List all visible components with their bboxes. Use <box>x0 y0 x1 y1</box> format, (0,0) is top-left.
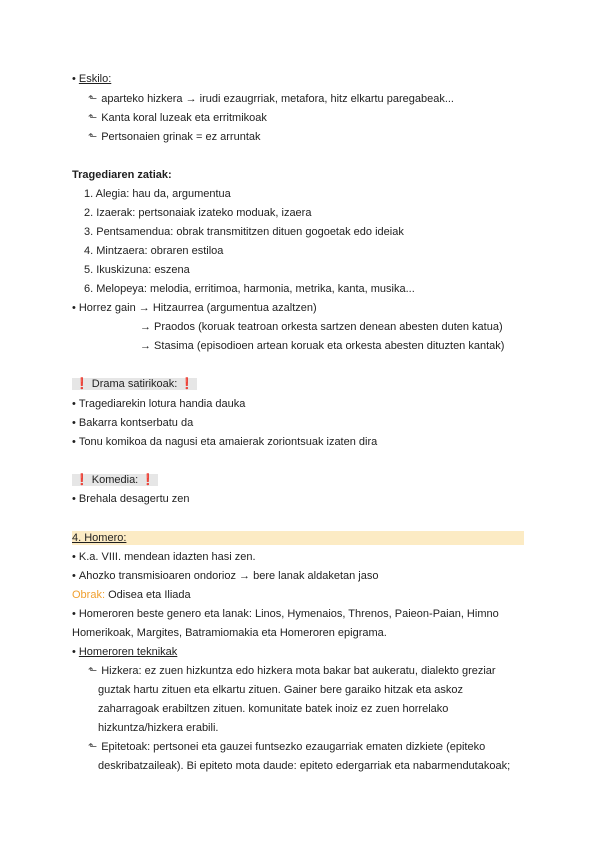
list-item-continuation: deskribatzaileak). Bi epiteto mota daude: epiteto edergarriak eta nabarmendutakoak; <box>98 760 511 772</box>
list-item: → Stasima (episodioen artean koruak eta orkesta abesten dituzten kantak) <box>140 340 505 352</box>
sub-arrow-icon: ⬑ <box>88 93 98 105</box>
list-item: 2. Izaerak: pertsonaiak izateko moduak, izaera <box>84 207 312 219</box>
komedia-heading <box>72 473 158 487</box>
obrak-label: Obrak: <box>72 589 106 601</box>
list-item: 1. Alegia: hau da, argumentua <box>84 188 231 200</box>
list-item <box>72 492 190 506</box>
sub-arrow-icon: ⬑ <box>88 741 98 753</box>
exclamation-icon: ❗ <box>180 378 195 390</box>
bullet: • <box>72 436 76 448</box>
list-item <box>72 416 193 430</box>
list-item <box>88 92 454 106</box>
list-item <box>88 130 261 144</box>
list-item-text: K.a. VIII. mendean idazten hasi zen. <box>78 551 256 563</box>
list-item: 3. Pentsamendua: obrak transmititzen dituen gogoetak edo ideiak <box>84 226 404 238</box>
list-item: 4. Mintzaera: obraren estiloa <box>84 245 224 257</box>
bullet: • <box>72 302 76 314</box>
list-item <box>88 740 485 754</box>
list-item <box>88 111 267 125</box>
list-item <box>72 301 317 315</box>
bullet: • <box>72 493 76 505</box>
bullet: • <box>72 551 76 563</box>
list-item-continuation: zaharragoak erabiltzen zituen. komunitate batek inoiz ez zuen horrelako <box>98 703 449 715</box>
teknikak-title: Homeroren teknikak <box>78 646 178 658</box>
list-item <box>88 664 496 678</box>
list-item-text: Bakarra kontserbatu da <box>78 417 194 429</box>
bullet: • <box>72 398 76 410</box>
bullet: • <box>72 570 76 582</box>
sub-arrow-icon: ⬑ <box>88 112 98 124</box>
drama-title: Drama satirikoak: <box>91 378 178 390</box>
obrak-line <box>72 588 191 602</box>
exclamation-icon: ❗ <box>75 378 89 390</box>
list-item <box>72 550 256 564</box>
list-item-text: Horrez gain → Hitzaurrea (argumentua azaltzen) <box>78 302 317 314</box>
eskilo-heading <box>72 72 111 86</box>
list-item <box>72 397 245 411</box>
callout-box <box>72 474 158 486</box>
list-item: → Praodos (koruak teatroan orkesta sartzen denean abesten duten katua) <box>140 321 503 333</box>
eskilo-title: Eskilo: <box>78 73 112 85</box>
sub-arrow-icon: ⬑ <box>88 665 98 677</box>
list-item-continuation: guztak hartu zituen eta elkartu zituen. Gainer bere garaiko hitzak eta askoz <box>98 684 464 696</box>
list-item <box>72 435 377 449</box>
list-item <box>72 607 499 621</box>
drama-heading <box>72 377 197 391</box>
list-item-text: Tonu komikoa da nagusi eta amaierak zoriontsuak izaten dira <box>78 436 378 448</box>
obrak-value: Odisea eta Iliada <box>108 589 191 601</box>
list-item: 6. Melopeya: melodia, erritimoa, harmonia, metrika, kanta, musika... <box>84 283 415 295</box>
list-item-text: aparteko hizkera → irudi ezaugrriak, metafora, hitz elkartu paregabeak... <box>101 93 454 105</box>
list-item-continuation: hizkuntza/hizkera erabili. <box>98 722 219 734</box>
callout-box <box>72 378 197 390</box>
bullet: • <box>72 73 76 85</box>
bullet: • <box>72 608 76 620</box>
bullet: • <box>72 646 76 658</box>
exclamation-icon: ❗ <box>75 474 89 486</box>
tragedia-title: Tragediaren zatiak: <box>72 169 172 181</box>
heading-highlight <box>72 531 524 545</box>
list-item <box>72 569 378 583</box>
exclamation-icon: ❗ <box>141 474 156 486</box>
list-item-text: Pertsonaien grinak = ez arruntak <box>101 131 261 143</box>
bullet: • <box>72 417 76 429</box>
list-item-text: Ahozko transmisioaren ondorioz → bere lanak aldaketan jaso <box>78 570 379 582</box>
teknikak-heading <box>72 645 177 659</box>
list-item: 5. Ikuskizuna: eszena <box>84 264 190 276</box>
sub-arrow-icon: ⬑ <box>88 131 98 143</box>
list-item-text: Brehala desagertu zen <box>78 493 190 505</box>
list-item-text: Hizkera: ez zuen hizkuntza edo hizkera mota bakar bat aukeratu, dialekto greziar <box>101 665 496 677</box>
homero-title: 4. Homero: <box>72 532 127 544</box>
komedia-title: Komedia: <box>91 474 139 486</box>
list-item-text: Epitetoak: pertsonei eta gauzei funtsezko ezaugarriak ematen dizkiete (epiteko <box>101 741 486 753</box>
list-item-continuation: Homerikoak, Margites, Batramiomakia eta Homeroren epigrama. <box>72 627 387 639</box>
list-item-text: Homeroren beste genero eta lanak: Linos, Hymenaios, Threnos, Paieon-Paian, Himno <box>78 608 499 620</box>
list-item-text: Kanta koral luzeak eta erritmikoak <box>101 112 267 124</box>
list-item-text: Tragediarekin lotura handia dauka <box>78 398 246 410</box>
